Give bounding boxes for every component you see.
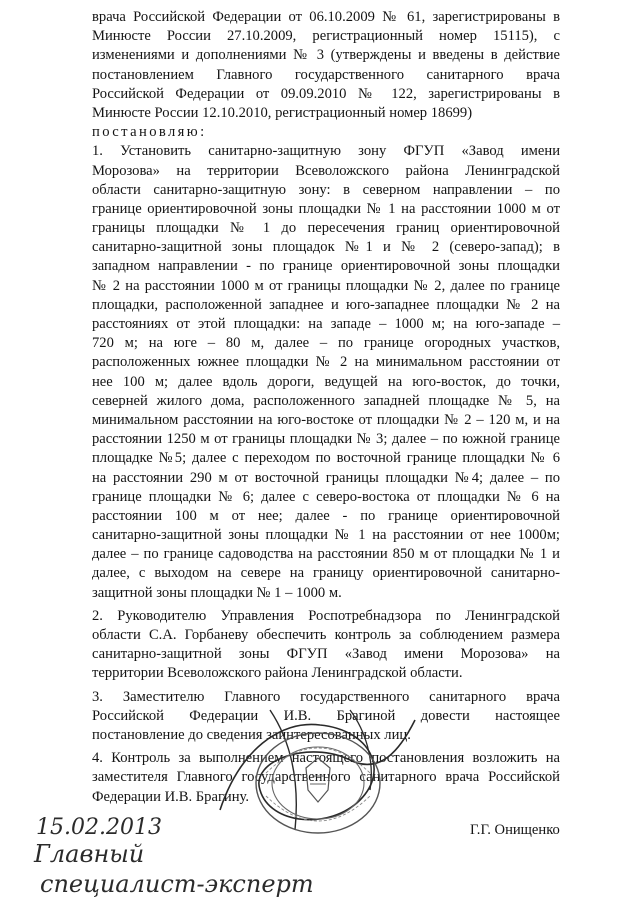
text-line: северней жилого дома, расположенного западней площадке № 5, на [92,392,560,409]
text-line: Российской Федерации И.В. Брагиной довести настоящее [92,707,560,724]
text-line: санитарно-защитной зоны площадки № 1 на расстоянии от нее 1000м; [92,527,560,544]
text-line: изменениями и дополнениями № 3 (утверждены и введены в действие [92,47,560,64]
text-line: 2. Руководителю Управления Роспотребнадзора по Ленинградской [92,607,560,624]
svg-text:Главный: Главный [34,840,145,868]
text-line: границы площадки № 1 до пересечения границ ориентировочной [92,220,560,237]
text-line: западном направлении - по границе ориентировочной зоны площадки [92,258,560,275]
text-line: Минюсте России 12.10.2010, регистрационный номер 18699) [92,104,473,121]
text-line: санитарно-защитной зоны площадок №1 и № 2 (северо-запад); в [92,239,560,256]
text-line: расстоянии 100 м от нее; далее - по границе ориентировочной [92,507,560,524]
intro-paragraph [92,8,560,123]
text-line: 3. Заместителю Главного государственного санитарного врача [92,688,560,705]
text-line: далее – по границе садоводства на расстоянии 850 м от площадки № 1 и [92,546,560,563]
text-line: минимальном расстоянии на юго-востоке от площадки № 2 – 120 м, и на [92,411,560,428]
text-line: 720 м; на юге – 80 м, далее – по границе огородных участков, [92,335,560,352]
text-line: расстоянии 1250 м от границы площадки № 3; далее – по южной границе [92,431,560,448]
text-line: границе площадки № 6; далее с северо-востока от площадки № 6 на [92,488,560,505]
text-line: постановление до сведения заинтересованных лиц. [92,726,411,743]
svg-text:15.02.2013: 15.02.2013 [36,815,162,840]
text-line: защитной зоны площадки № 1 – 1000 м. [92,584,342,601]
text-line: заместителя Главного государственного санитарного врача Российской [92,769,560,786]
text-line: врача Российской Федерации от 06.10.2009 № 61, зарегистрированы в [92,9,560,25]
postanovlyayu-heading: постановляю: [92,124,207,141]
text-line: Морозова» на территории Всеволожского района Ленинградской [92,162,560,179]
text-line: санитарно-защитной зоны ФГУП «Завод имени Морозова» на [92,646,560,663]
svg-text:специалист-эксперт: специалист-эксперт [40,870,314,898]
text-line: 1. Установить санитарно-защитную зону ФГУП «Завод имени [92,143,560,160]
text-line: площадки, расположенной западнее и юго-западнее площадки № 2 на [92,296,560,313]
text-line: 4. Контроль за выполнением настоящего постановления возложить на [92,750,560,767]
text-line: постановлением Главного государственного санитарного врача [92,66,560,83]
text-line: № 2 на расстоянии 1000 м от границы площадки № 2, далее по границе [92,277,560,294]
text-line: площадке №5; далее с переходом по восточной границе площадки № 6 [92,450,560,467]
text-line: расположенных южнее площадки № 2 на минимальном расстоянии от [92,354,560,371]
text-line: границе ориентировочной зоны площадки № 1 на расстоянии 1000 м от [92,200,560,217]
text-line: нее 100 м; далее вдоль дороги, ведущей на юго-восток, до точки, [92,373,560,390]
text-line: Минюсте России 27.10.2009, регистрационный номер 15115), с [92,28,560,45]
text-line: области санитарно-защитную зону: в северном направлении – по [92,181,560,198]
handwritten-annotation [30,812,410,902]
text-line: Российской Федерации от 09.09.2010 № 122, зарегистрированы в [92,85,560,102]
text-line: территории Всеволожского района Ленинградской области. [92,665,463,682]
text-line: далее, с выходом на севере на границу ориентировочной санитарно- [92,565,560,582]
text-line: Федерации И.В. Брагину. [92,788,250,805]
text-line: на расстоянии 290 м от восточной границы площадки №4; далее – по [92,469,560,486]
paragraph-1 [92,142,560,603]
signer-name: Г.Г. Онищенко [470,822,560,838]
paragraph-2 [92,607,560,684]
document-body [92,8,560,807]
text-line: расстояниях от этой площадки: на западе – 1000 м; на юго-западе – [92,316,560,332]
text-line: области С.А. Горбаневу обеспечить контроль за соблюдением размера [92,627,560,643]
